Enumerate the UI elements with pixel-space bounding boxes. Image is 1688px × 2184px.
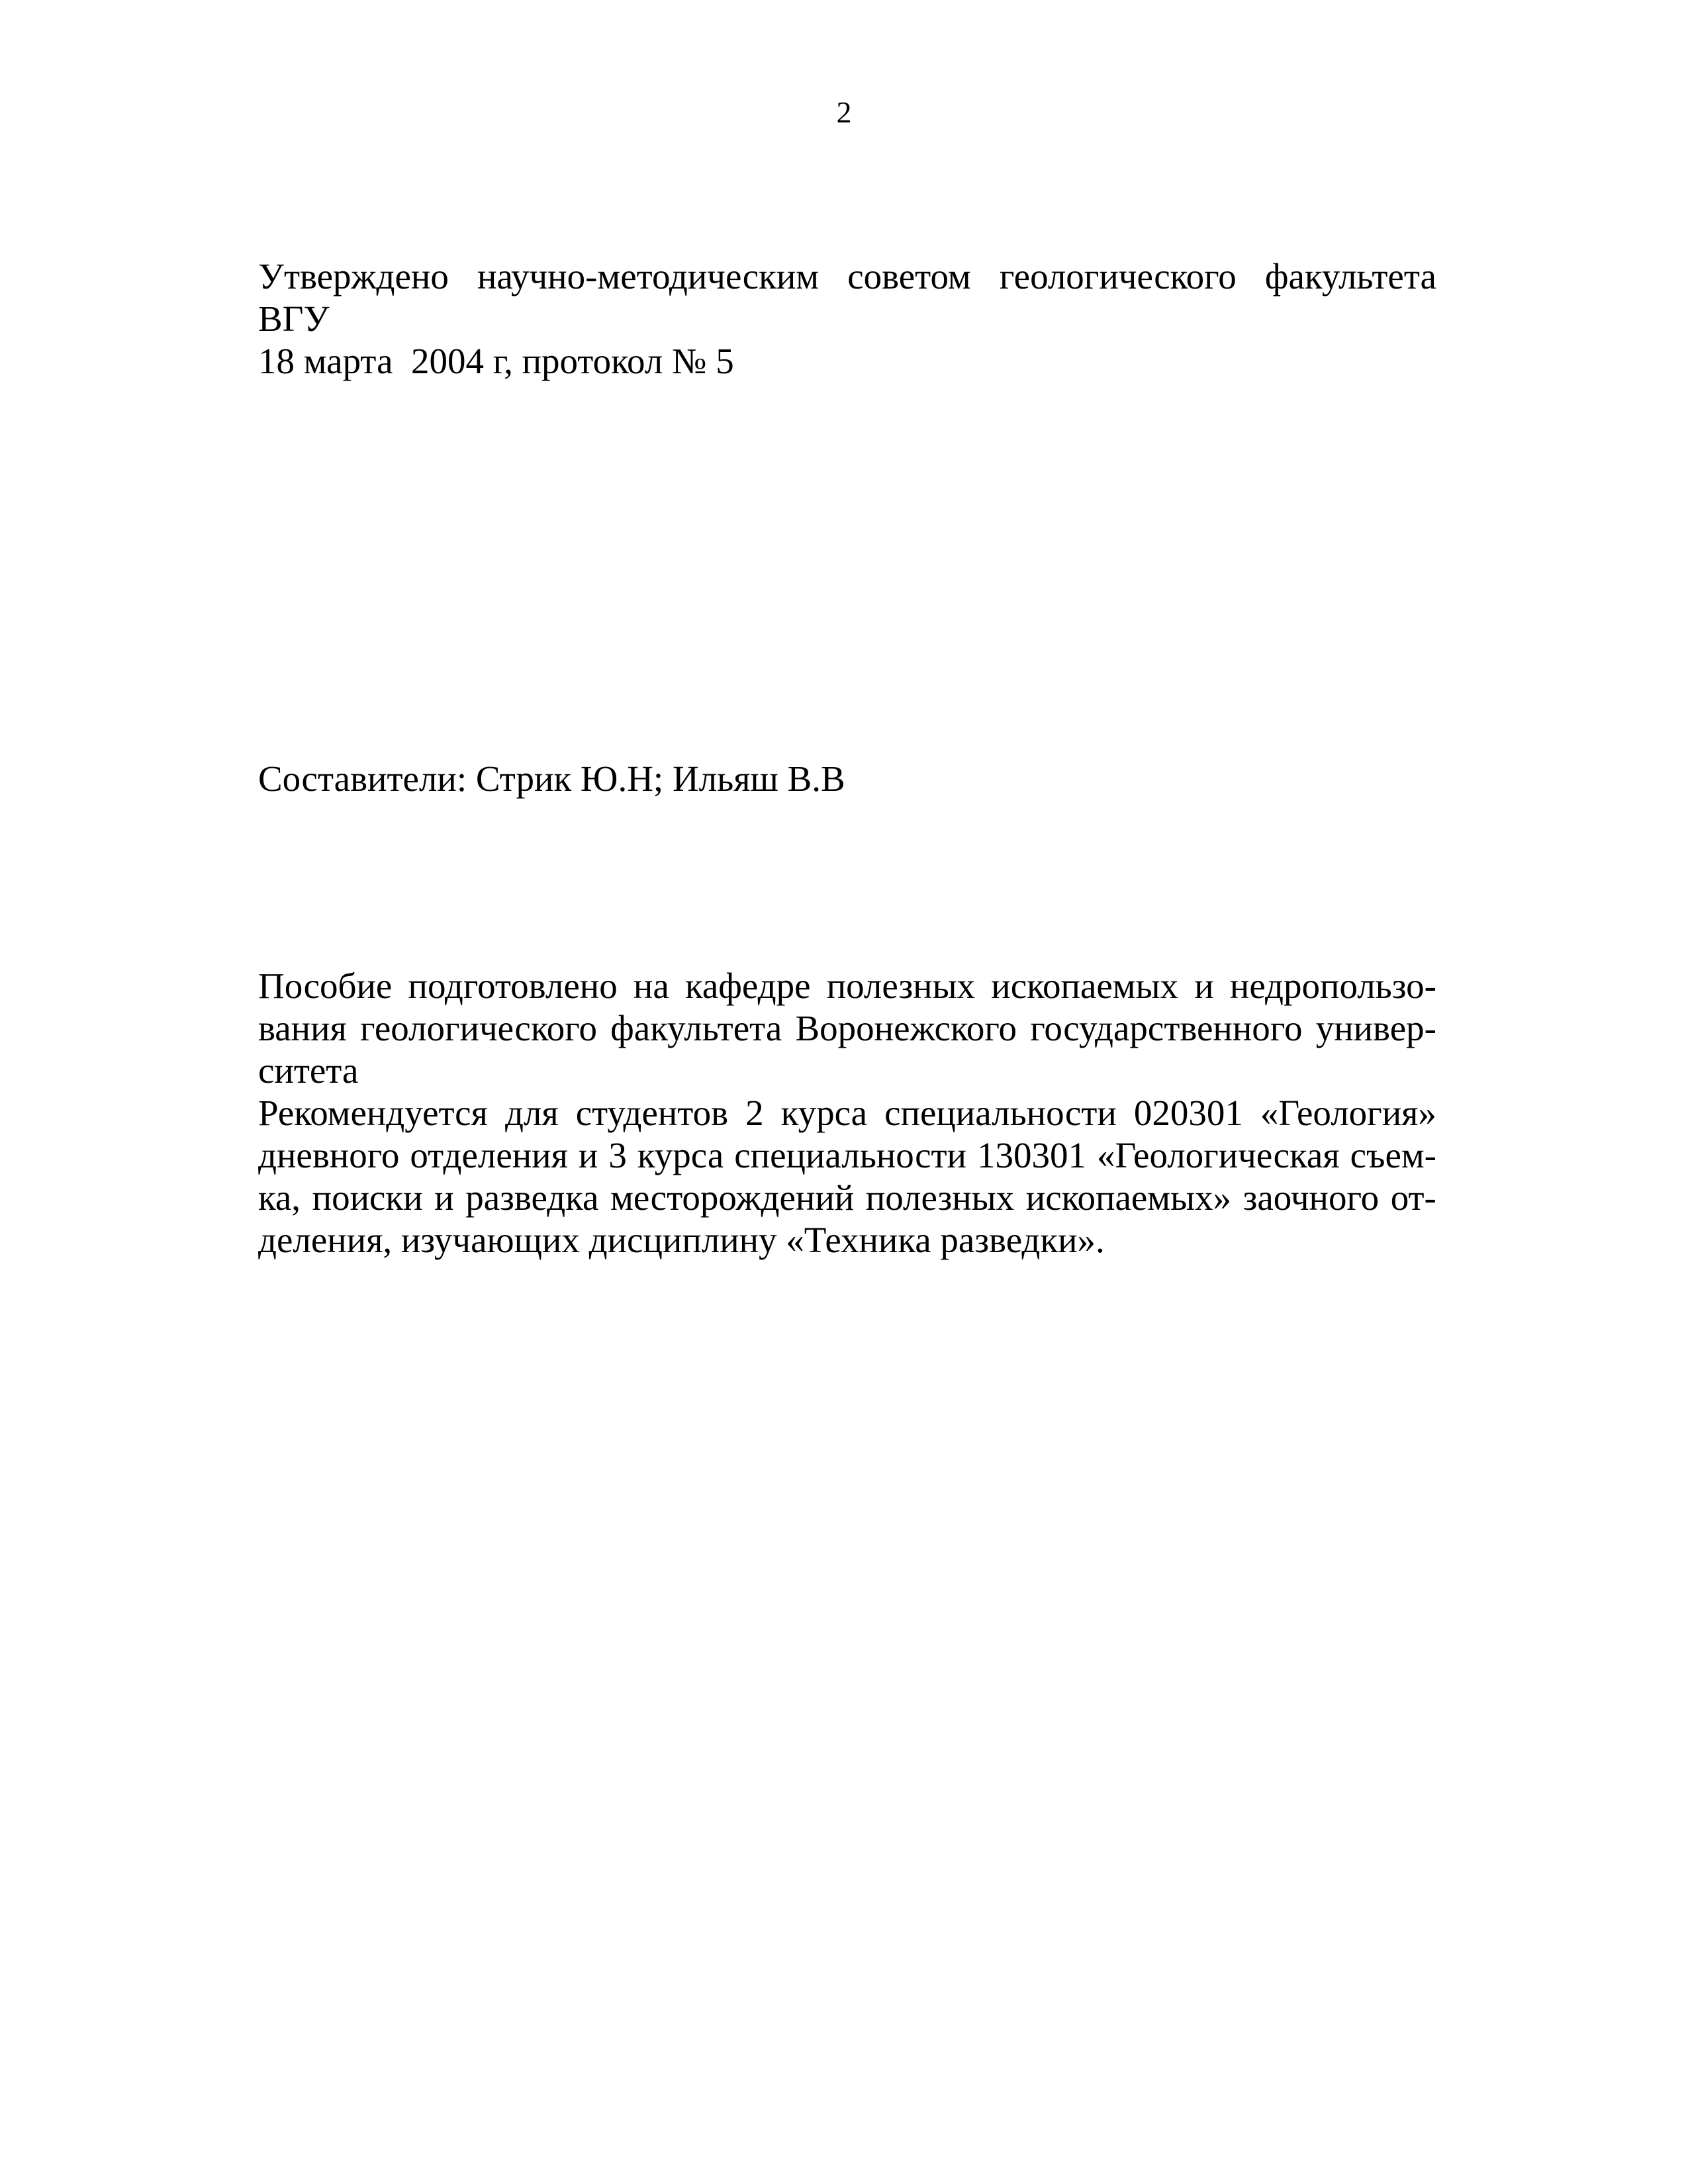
approval-line-2: ВГУ: [258, 298, 330, 339]
word: Утверждено: [258, 256, 449, 296]
word: разведка: [465, 1177, 599, 1218]
word: ка,: [258, 1177, 301, 1218]
word: курса: [780, 1093, 868, 1133]
word: студентов: [575, 1093, 729, 1133]
word: геологического: [999, 256, 1237, 296]
word: факультета: [610, 1008, 782, 1048]
note-p1-line-2: [258, 1007, 1436, 1050]
word: научно-методическим: [477, 256, 820, 296]
note-p2-line-1: [258, 1092, 1436, 1134]
word: полезных: [826, 966, 976, 1006]
word: Пособие: [258, 966, 393, 1006]
word: на: [633, 966, 669, 1006]
approval-line-1: [258, 255, 1436, 298]
word: недропользо-: [1229, 966, 1436, 1006]
word: 020301: [1133, 1093, 1243, 1133]
word: заочного: [1243, 1177, 1380, 1218]
word: отделения: [410, 1135, 568, 1175]
word: съем-: [1350, 1135, 1436, 1175]
word: от-: [1390, 1177, 1436, 1218]
word: курса: [637, 1135, 724, 1175]
word: ископаемых»: [1025, 1177, 1232, 1218]
note-p1-line-3: ситета: [258, 1050, 359, 1091]
word: поиски: [312, 1177, 423, 1218]
note-p2-line-2: [258, 1134, 1436, 1177]
approval-block: [258, 255, 1436, 383]
note-block: [258, 965, 1436, 1261]
page-number: 2: [836, 95, 852, 129]
word: советом: [847, 256, 971, 296]
word: факультета: [1264, 256, 1436, 296]
word: месторождений: [610, 1177, 855, 1218]
word: Воронежского: [795, 1008, 1017, 1048]
word: и: [434, 1177, 454, 1218]
note-p1-line-1: [258, 965, 1436, 1007]
word: дневного: [258, 1135, 400, 1175]
word: 130301: [976, 1135, 1086, 1175]
word: кафедре: [684, 966, 811, 1006]
word: ископаемых: [991, 966, 1179, 1006]
word: специальности: [884, 1093, 1117, 1133]
word: подготовлено: [408, 966, 618, 1006]
word: 2: [745, 1093, 764, 1133]
word: и: [1194, 966, 1214, 1006]
word: государственного: [1030, 1008, 1303, 1048]
word: геологического: [360, 1008, 597, 1048]
word: и: [578, 1135, 598, 1175]
word: универ-: [1315, 1008, 1436, 1048]
note-p2-line-3: [258, 1177, 1436, 1219]
word: Рекомендуется: [258, 1093, 488, 1133]
word: «Геологическая: [1096, 1135, 1340, 1175]
word: 3: [608, 1135, 627, 1175]
word: специальности: [734, 1135, 966, 1175]
word: «Геология»: [1260, 1093, 1436, 1133]
approval-date-line: 18 марта 2004 г, протокол № 5: [258, 341, 734, 381]
word: вания: [258, 1008, 347, 1048]
note-p2-line-4: деления, изучающих дисциплину «Техника разведки».: [258, 1220, 1105, 1260]
word: полезных: [865, 1177, 1015, 1218]
compilers-line: Составители: Стрик Ю.Н; Ильяш В.В: [258, 758, 845, 799]
word: для: [504, 1093, 559, 1133]
